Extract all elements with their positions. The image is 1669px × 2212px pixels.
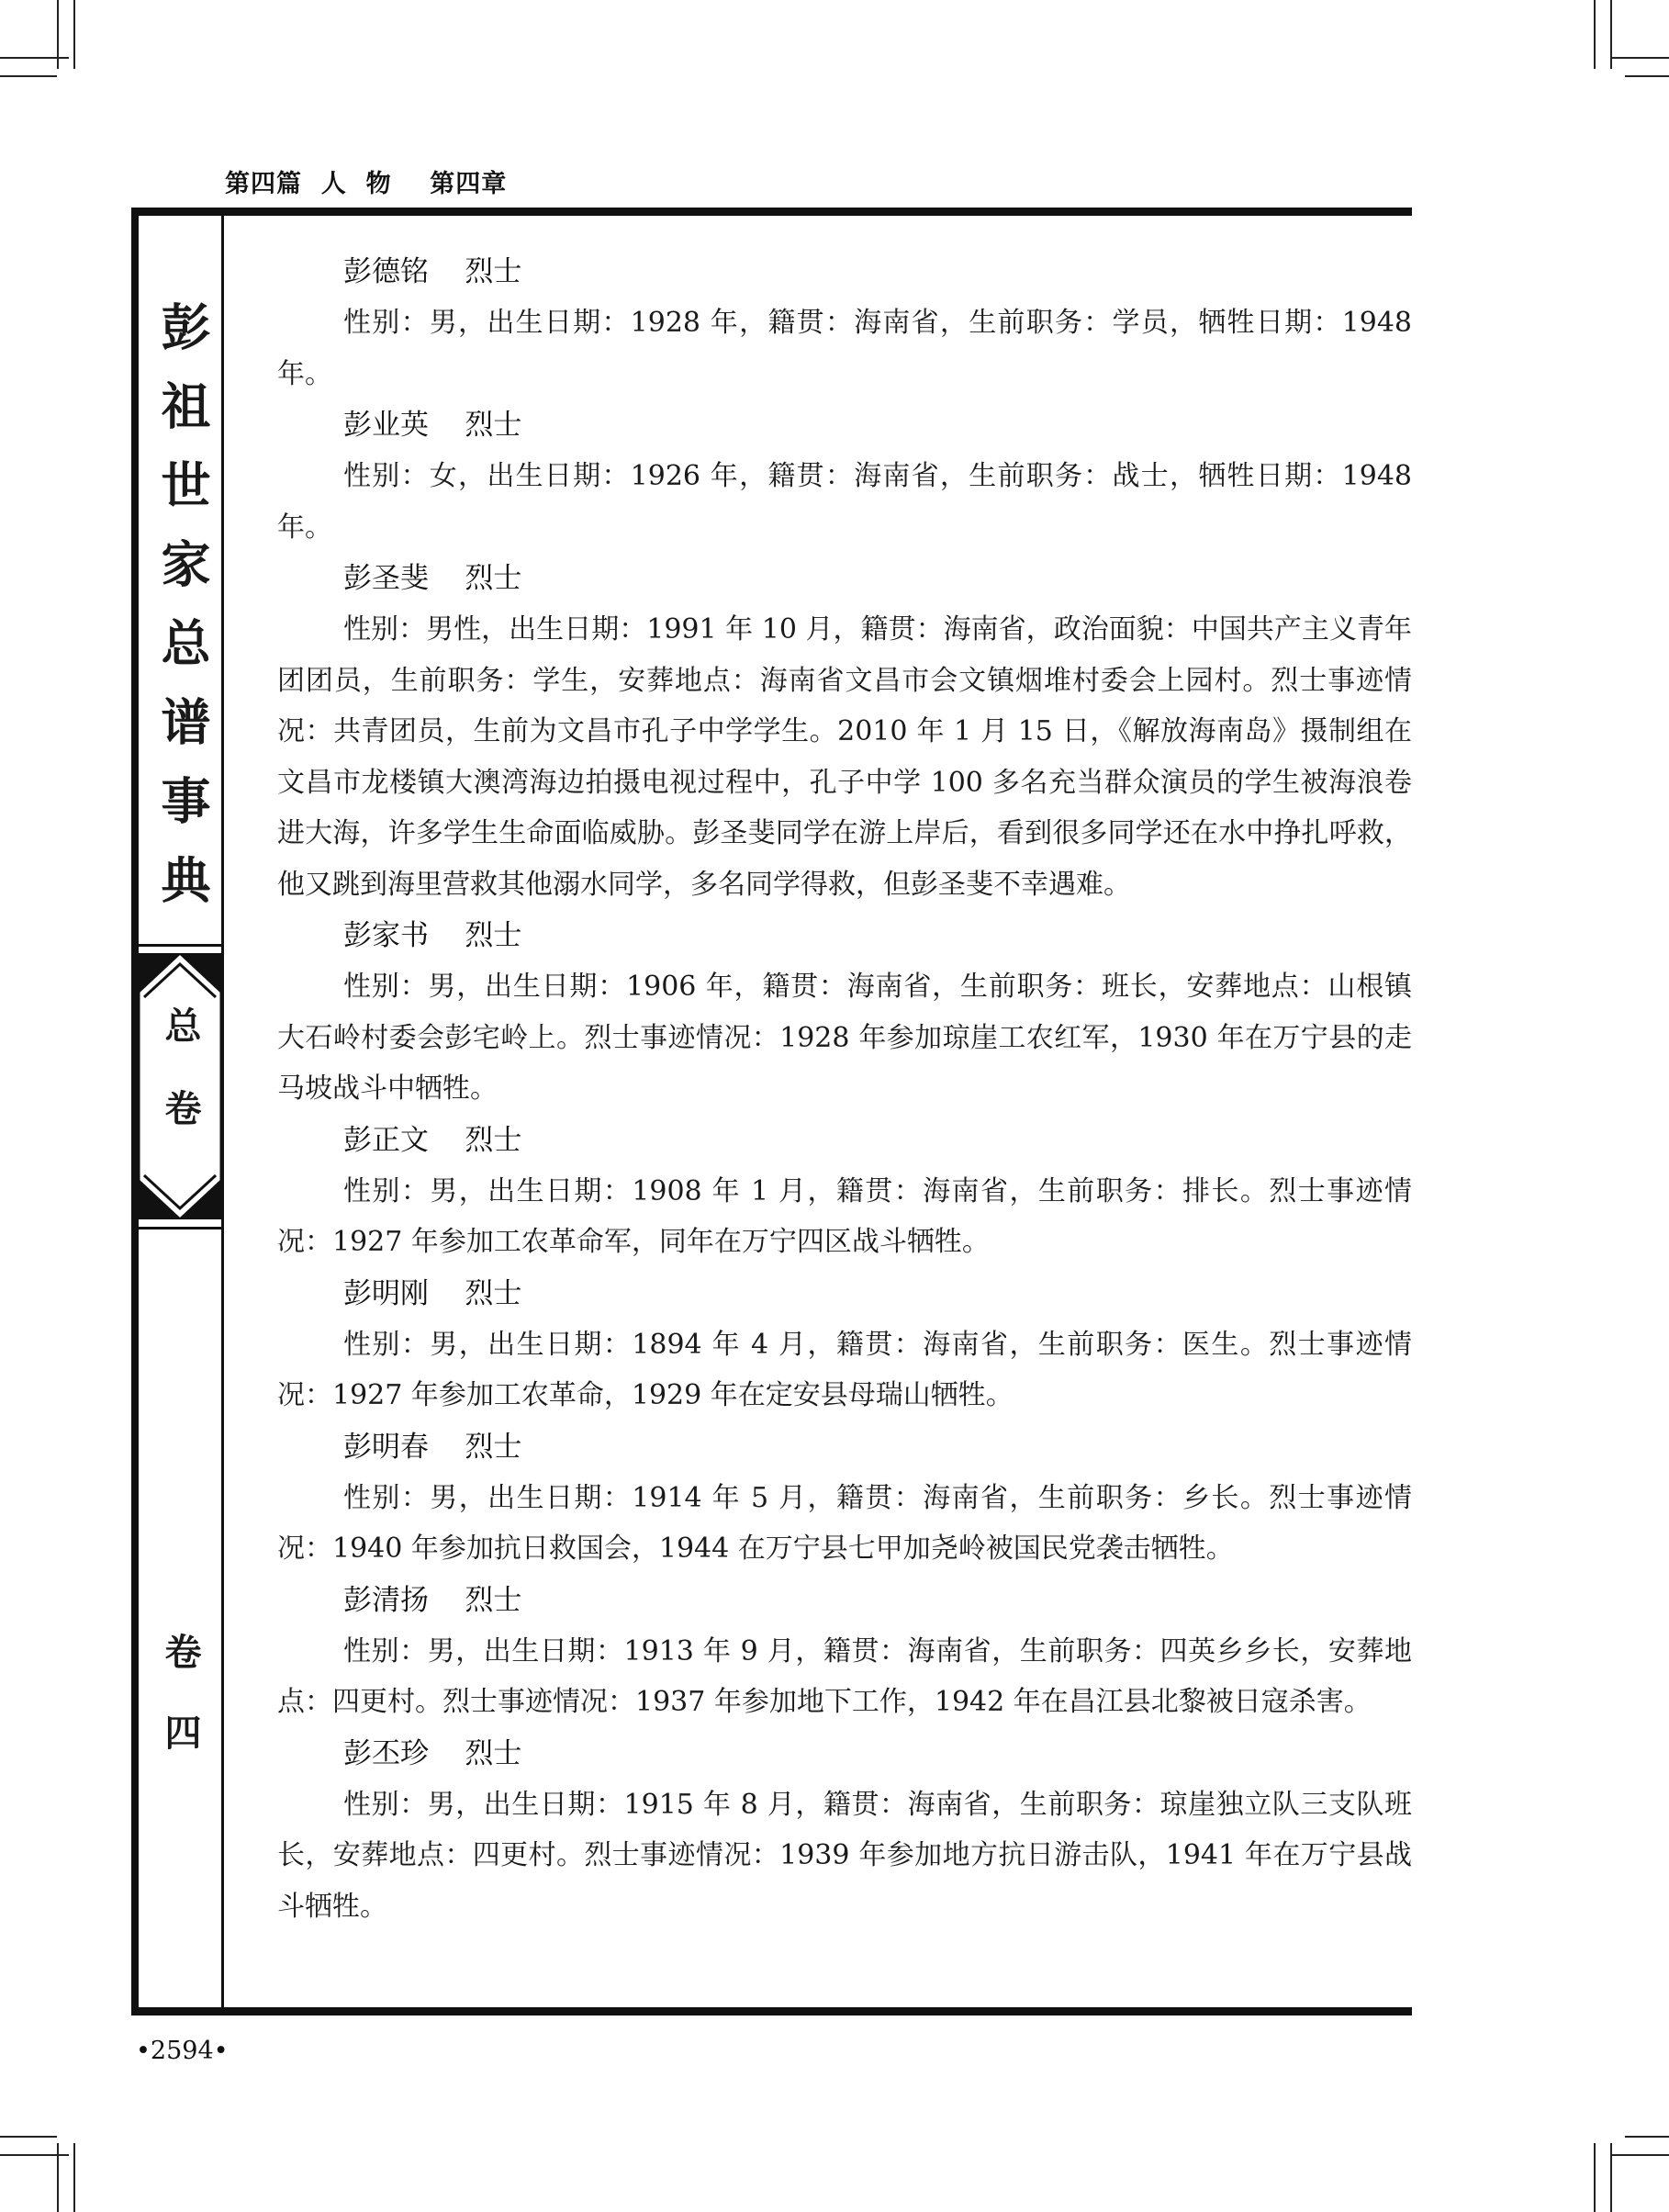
entry-name: 彭德铭 烈士 <box>343 255 522 288</box>
bottom-rule <box>131 2007 1412 2016</box>
entry-name: 彭明春 烈士 <box>343 1430 522 1464</box>
entry <box>277 553 1412 910</box>
running-header: 第四篇 人 物 第四章 <box>225 170 508 198</box>
crop-mark <box>73 0 75 69</box>
entry-body: 性别：男，出生日期：1908 年 1 月，籍贯：海南省，生前职务：排长。烈士事迹情况：1927 年参加工农革命军，同年在万宁四区战斗牺牲。 <box>277 1174 1412 1258</box>
entry <box>277 399 1412 553</box>
entry <box>277 1115 1412 1268</box>
entry <box>277 246 1412 399</box>
entry-body: 性别：男，出生日期：1906 年，籍贯：海南省，生前职务：班长，安葬地点：山根镇大石岭村委会彭宅岭上。烈士事迹情况：1928 年参加琼崖工农红军，1930 年在万宁县的走马坡战斗中牺牲。 <box>277 971 1412 1105</box>
sidebar-divider <box>139 1227 221 1230</box>
page-number: •2594• <box>136 2037 229 2065</box>
volume-label: 卷四 <box>159 1633 201 1794</box>
entry-name: 彭丕珍 烈士 <box>343 1736 522 1770</box>
book-title: 彭祖世家总谱事典 <box>153 301 211 933</box>
entry-name: 彭明刚 烈士 <box>343 1276 522 1310</box>
section-badge <box>139 953 221 1219</box>
entries-list <box>277 246 1412 1932</box>
entry-body: 性别：男，出生日期：1914 年 5 月，籍贯：海南省，生前职务：乡长。烈士事迹情况：1940 年参加抗日救国会，1944 在万宁县七甲加尧岭被国民党袭击牺牲。 <box>277 1481 1412 1565</box>
crop-mark <box>0 57 69 59</box>
crop-mark <box>1610 2154 1669 2156</box>
entry <box>277 1728 1412 1933</box>
entry-body: 性别：男，出生日期：1928 年，籍贯：海南省，生前职务：学员，牺牲日期：1948 年。 <box>277 307 1412 390</box>
entry-body: 性别：男，出生日期：1913 年 9 月，籍贯：海南省，生前职务：四英乡乡长，安葬地点：四更村。烈士事迹情况：1937 年参加地下工作，1942 年在昌江县北黎被日寇杀害。 <box>277 1634 1412 1718</box>
section-badge-label: 总卷 <box>159 1006 201 1172</box>
crop-mark <box>73 2143 75 2212</box>
top-rule <box>131 208 1412 216</box>
crop-mark <box>1594 0 1596 69</box>
entry-body: 性别：女，出生日期：1926 年，籍贯：海南省，生前职务：战士，牺牲日期：1948 年。 <box>277 460 1412 544</box>
entry-name: 彭家书 烈士 <box>343 919 522 952</box>
entry-name: 彭圣斐 烈士 <box>343 562 522 595</box>
entry-body: 性别：男，出生日期：1894 年 4 月，籍贯：海南省，生前职务：医生。烈士事迹情况：1927 年参加工农革命，1929 年在定安县母瑞山牺牲。 <box>277 1328 1412 1411</box>
entry-body: 性别：男性，出生日期：1991 年 10 月，籍贯：海南省，政治面貌：中国共产主义青年团团员，生前职务：学生，安葬地点：海南省文昌市会文镇烟堆村委会上园村。烈士事迹情况：共青团员，生前为文昌市孔子中学学生。2010 年 1 月 15 日，《解放海南岛》摄制组在文昌市龙楼镇大澳湾海边拍摄电视过程中，孔子中学 100 多名充当群众演员的学生被海浪卷进大海，许多学生生命面临威胁。彭圣斐同学在游上岸后，看到很多同学还在水中挣扎呼救，他又跳到海里营救其他溺水同学，多名同学得救，但彭圣斐不幸遇难。 <box>277 613 1412 901</box>
crop-mark <box>1625 75 1669 77</box>
crop-mark <box>0 2154 69 2156</box>
entry-body: 性别：男，出生日期：1915 年 8 月，籍贯：海南省，生前职务：琼崖独立队三支队班长，安葬地点：四更村。烈士事迹情况：1939 年参加地方抗日游击队，1941 年在万宁县战斗牺牲。 <box>277 1788 1412 1923</box>
crop-mark <box>0 75 57 77</box>
crop-mark <box>1625 2136 1669 2138</box>
entry-name: 彭正文 烈士 <box>343 1123 522 1157</box>
crop-mark <box>1594 2143 1596 2212</box>
entry-name: 彭清扬 烈士 <box>343 1583 522 1617</box>
sidebar-divider <box>139 944 221 947</box>
entry <box>277 1421 1412 1575</box>
entry <box>277 1575 1412 1728</box>
entry-name: 彭业英 烈士 <box>343 409 522 442</box>
entry <box>277 910 1412 1115</box>
crop-mark <box>0 2136 57 2138</box>
sidebar <box>131 211 224 2012</box>
entry <box>277 1268 1412 1421</box>
crop-mark <box>1610 57 1669 59</box>
